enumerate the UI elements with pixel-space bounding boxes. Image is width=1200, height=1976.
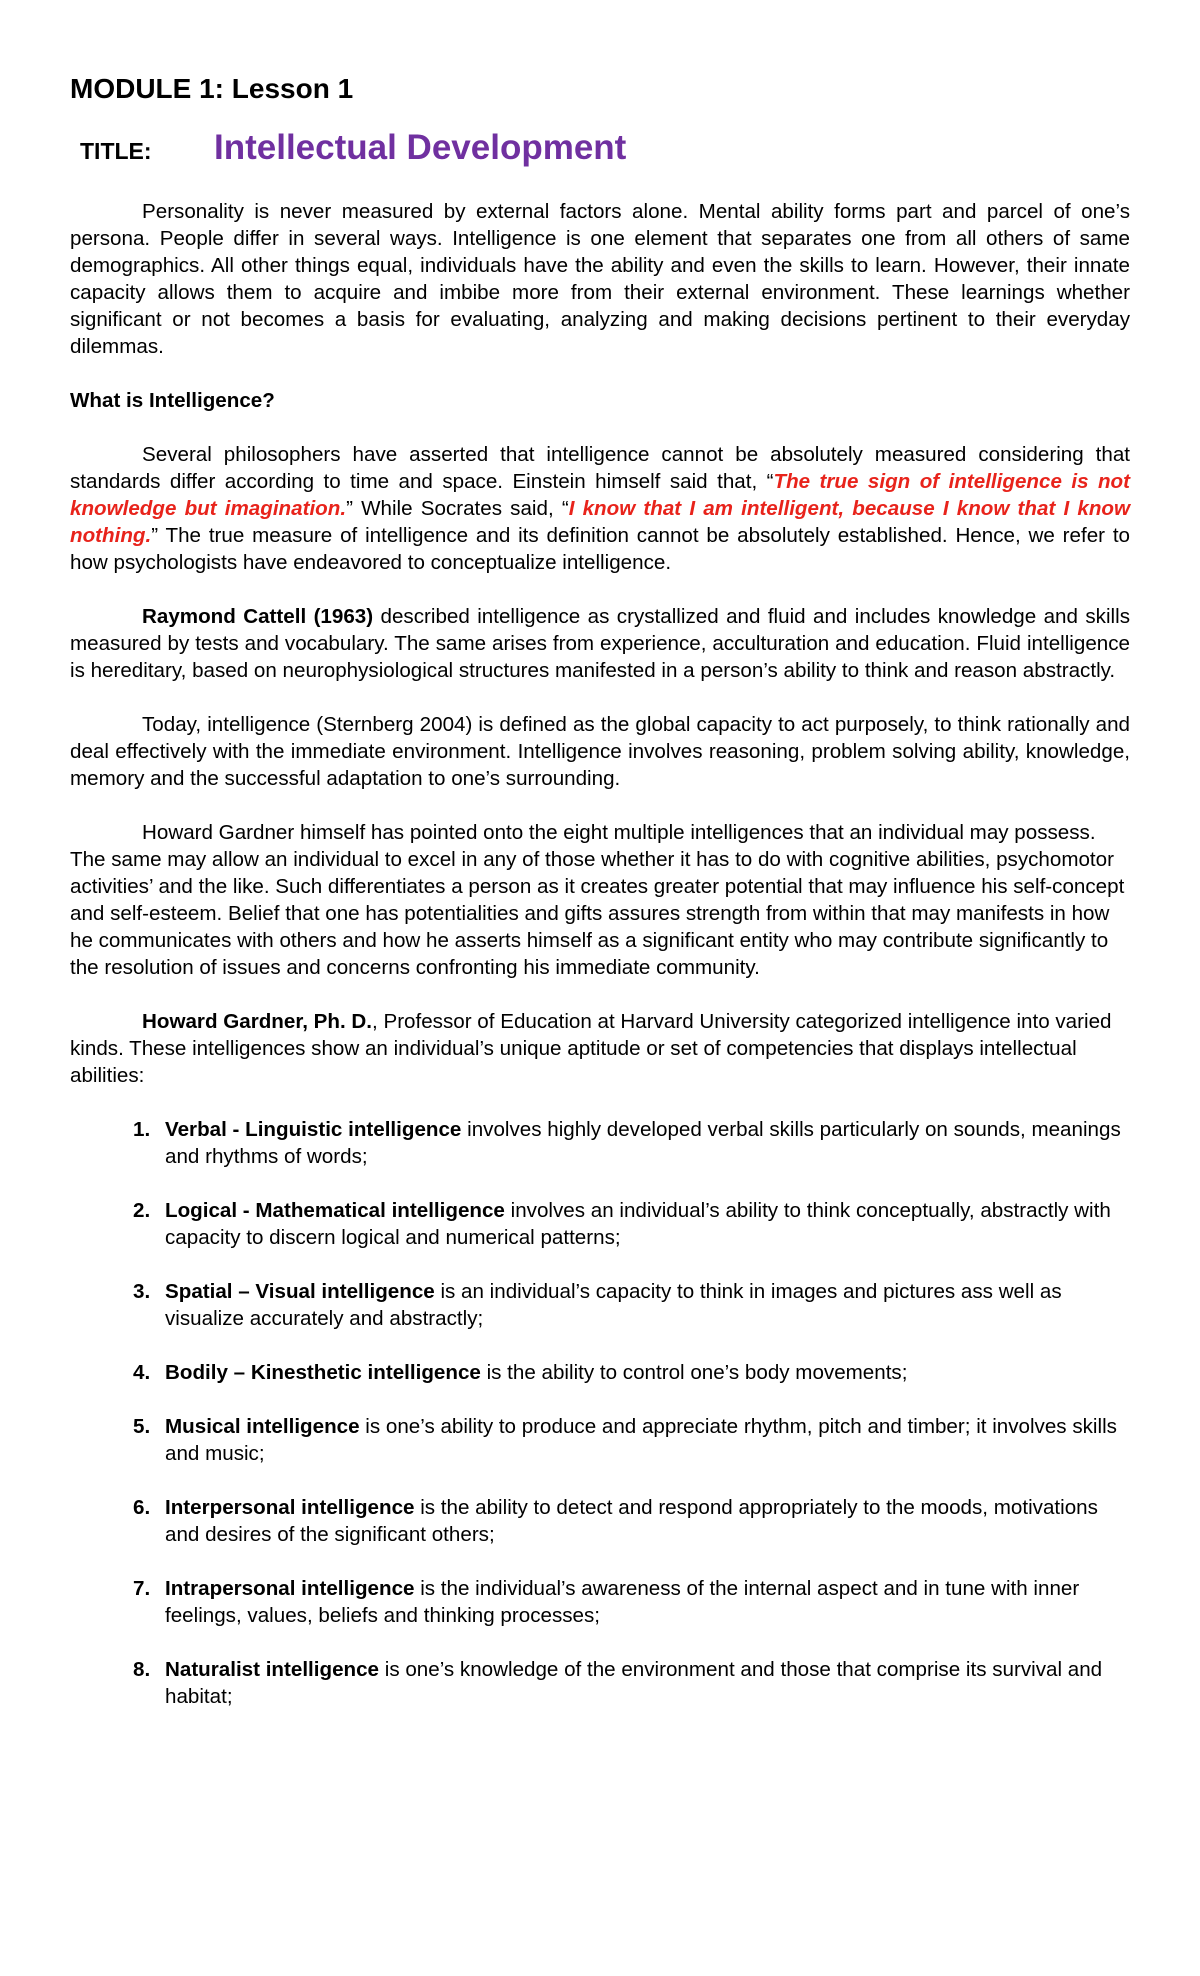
einstein-quote: The true sign of intelligence is not knowledge but imagination. — [70, 470, 1130, 520]
title-row — [70, 128, 1130, 168]
list-item — [70, 1413, 1130, 1467]
gardner-name: Howard Gardner, Ph. D. — [142, 1010, 373, 1033]
intelligence-name: Verbal - Linguistic intelligence — [165, 1118, 462, 1141]
module-heading: MODULE 1: Lesson 1 — [70, 73, 354, 104]
gardner-intro-paragraph — [70, 1008, 1130, 1089]
intelligence-name: Bodily – Kinesthetic intelligence — [165, 1361, 481, 1384]
philosophers-paragraph — [70, 441, 1130, 576]
intelligence-description: is the ability to control one’s body movements; — [480, 1361, 908, 1384]
gardner-intro-text: , Professor of Education at Harvard University categorized intelligence into varied kinds. These intelligences show an individual’s unique aptitude or set of competencies that displays intellectual abilities: — [70, 1010, 1112, 1087]
list-number: 2. — [133, 1199, 151, 1222]
list-item — [70, 1197, 1130, 1251]
socrates-quote: I know that I am intelligent, because I know that I know nothing. — [70, 497, 1130, 547]
lesson-title: Intellectual Development — [214, 128, 627, 167]
list-item — [70, 1359, 1130, 1386]
gardner-paragraph: Howard Gardner himself has pointed onto the eight multiple intelligences that an individual may possess. The same may allow an individual to excel in any of those whether it has to do with cognitive abilities, psychomotor activities’ and the like. Such differentiates a person as it creates greater potential that may influence his self-concept and self-esteem. Belief that one has potentialities and gifts assures strength from within that may manifests in how he communicates with others and how he asserts himself as a significant entity who may contribute significantly to the resolution of issues and concerns confronting his immediate community. — [70, 821, 1125, 979]
intelligence-name: Intrapersonal intelligence — [165, 1577, 415, 1600]
section-heading: What is Intelligence? — [70, 389, 275, 412]
list-item — [70, 1656, 1130, 1710]
intelligences-list — [70, 1116, 1130, 1710]
list-number: 3. — [133, 1280, 151, 1303]
list-item — [70, 1575, 1130, 1629]
intelligence-description: involves highly developed verbal skills particularly on sounds, meanings and rhythms of words; — [165, 1118, 1121, 1168]
intelligence-description: is one’s ability to produce and appreciate rhythm, pitch and timber; it involves skills and music; — [165, 1415, 1117, 1465]
p2-text-a: Several philosophers have asserted that intelligence cannot be absolutely measured considering that standards differ according to time and space. Einstein himself said that, “ — [70, 443, 1130, 493]
intelligence-description: is the ability to detect and respond appropriately to the moods, motivations and desires of the significant others; — [165, 1496, 1098, 1546]
list-number: 6. — [133, 1496, 151, 1519]
intelligence-description: is the individual’s awareness of the internal aspect and in tune with inner feelings, values, beliefs and thinking processes; — [165, 1577, 1080, 1627]
intelligence-name: Spatial – Visual intelligence — [165, 1280, 435, 1303]
cattell-paragraph — [70, 603, 1130, 684]
p2-text-c: ” The true measure of intelligence and its definition cannot be absolutely established. Hence, we refer to how psychologists have endeavored to conceptualize intelligence. — [70, 524, 1130, 574]
p2-text-b: ” While Socrates said, “ — [346, 497, 569, 520]
intelligence-name: Musical intelligence — [165, 1415, 360, 1438]
list-item — [70, 1116, 1130, 1170]
intelligence-name: Logical - Mathematical intelligence — [165, 1199, 505, 1222]
intelligence-description: involves an individual’s ability to think conceptually, abstractly with capacity to discern logical and numerical patterns; — [165, 1199, 1111, 1249]
intro-paragraph: Personality is never measured by external factors alone. Mental ability forms part and parcel of one’s persona. People differ in several ways. Intelligence is one element that separates one from all others of same demographics. All other things equal, individuals have the ability and even the skills to learn. However, their innate capacity allows them to acquire and imbibe more from their external environment. These learnings whether significant or not becomes a basis for evaluating, analyzing and making decisions pertinent to their everyday dilemmas. — [70, 200, 1130, 358]
list-number: 7. — [133, 1577, 151, 1600]
cattell-text: described intelligence as crystallized and fluid and includes knowledge and skills measured by tests and vocabulary. The same arises from experience, acculturation and education. Fluid intelligence is hereditary, based on neurophysiological structures manifested in a person’s ability to think and reason abstractly. — [70, 605, 1130, 682]
intelligence-description: is an individual’s capacity to think in images and pictures ass well as visualize accurately and abstractly; — [165, 1280, 1062, 1330]
cattell-name: Raymond Cattell (1963) — [142, 605, 374, 628]
intelligence-name: Naturalist intelligence — [165, 1658, 380, 1681]
list-number: 8. — [133, 1658, 151, 1681]
list-number: 5. — [133, 1415, 151, 1438]
list-number: 4. — [133, 1361, 151, 1384]
intelligence-name: Interpersonal intelligence — [165, 1496, 415, 1519]
title-label: TITLE: — [80, 138, 152, 164]
intelligence-description: is one’s knowledge of the environment and those that comprise its survival and habitat; — [165, 1658, 1103, 1708]
sternberg-paragraph: Today, intelligence (Sternberg 2004) is defined as the global capacity to act purposely, to think rationally and deal effectively with the immediate environment. Intelligence involves reasoning, problem solving ability, knowledge, memory and the successful adaptation to one’s surrounding. — [70, 713, 1130, 790]
document-page — [70, 72, 1130, 1737]
list-item — [70, 1278, 1130, 1332]
list-item — [70, 1494, 1130, 1548]
list-number: 1. — [133, 1118, 151, 1141]
